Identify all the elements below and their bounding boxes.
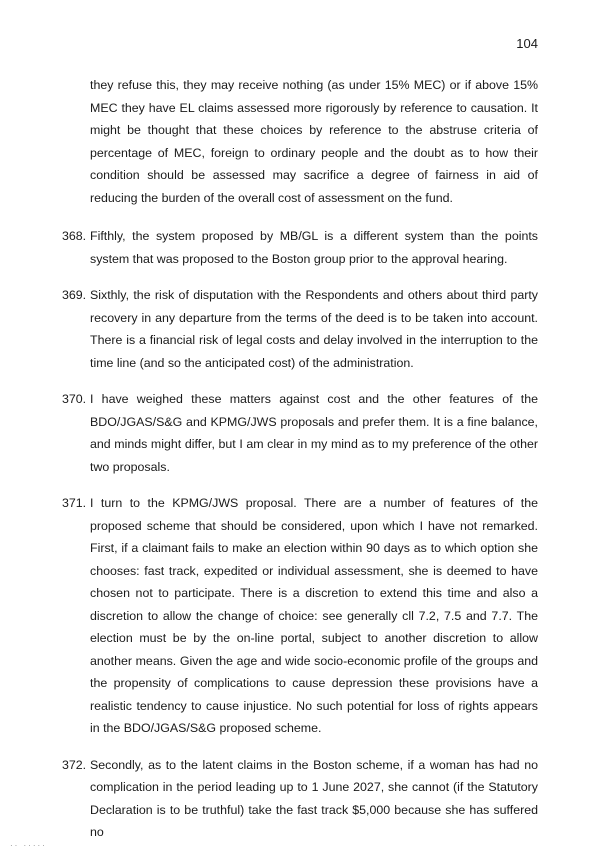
paragraph-number: 371.: [62, 496, 87, 510]
paragraph-text: Secondly, as to the latent claims in the Boston scheme, if a woman has had no complication in the period leading up to 1 June 2027, she cannot (if the Statutory Declaration is to be truthful) take the fast track $5,000 because she has suffered no: [90, 757, 538, 839]
paragraph-368: [62, 225, 538, 270]
page-number: 104: [516, 36, 538, 51]
paragraph-text: I turn to the KPMG/JWS proposal. There are a number of features of the proposed scheme that should be considered, upon which I have not remarked. First, if a claimant fails to make an election within 90 days as to which option she chooses: fast track, expedited or individual assessment, she is deemed to have chosen not to participate. There is a discretion to extend this time and also a discretion to allow the change of choice: see generally cll 7.2, 7.5 and 7.7. The election must be by the on-line portal, subject to another discretion to allow another means. Given the age and wide socio-economic profile of the groups and the propensity of complications to cause depression these provisions have a realistic tendency to cause injustice. No such potential for loss of rights appears in the BDO/JGAS/S&G proposed scheme.: [90, 496, 538, 735]
document-body: [62, 74, 538, 858]
paragraph-text: I have weighed these matters against cost and the other features of the BDO/JGAS/S&G and KPMG/JWS proposals and prefer them. It is a fine balance, and minds might differ, but I am clear in my mind as to my preference of the other two proposals.: [90, 392, 538, 474]
paragraph-369: [62, 284, 538, 374]
continuation-paragraph: they refuse this, they may receive nothing (as under 15% MEC) or if above 15% MEC they have EL claims assessed more rigorously by reference to causation. It might be thought that these choices by reference to the abstruse criteria of percentage of MEC, foreign to ordinary people and the doubt as to how their condition should be assessed may sacrifice a degree of fairness in aid of reducing the burden of the overall cost of assessment on the fund.: [90, 78, 538, 205]
paragraph-number: 368.: [62, 229, 87, 243]
paragraph-text: Fifthly, the system proposed by MB/GL is a different system than the points system that was proposed to the Boston group prior to the approval hearing.: [90, 229, 538, 266]
paragraph-number: 372.: [62, 757, 87, 772]
paragraph-370: [62, 388, 538, 478]
paragraph-372: [62, 754, 538, 844]
scan-artifact: ·· ·····: [10, 841, 47, 850]
paragraph-number: 369.: [62, 288, 87, 302]
paragraph-number: 370.: [62, 392, 87, 406]
paragraph-371: [62, 492, 538, 740]
paragraph-text: Sixthly, the risk of disputation with the Respondents and others about third party recovery in any departure from the terms of the deed is to be taken into account. There is a financial risk of legal costs and delay involved in the interruption to the time line (and so the anticipated cost) of the administration.: [90, 288, 538, 370]
